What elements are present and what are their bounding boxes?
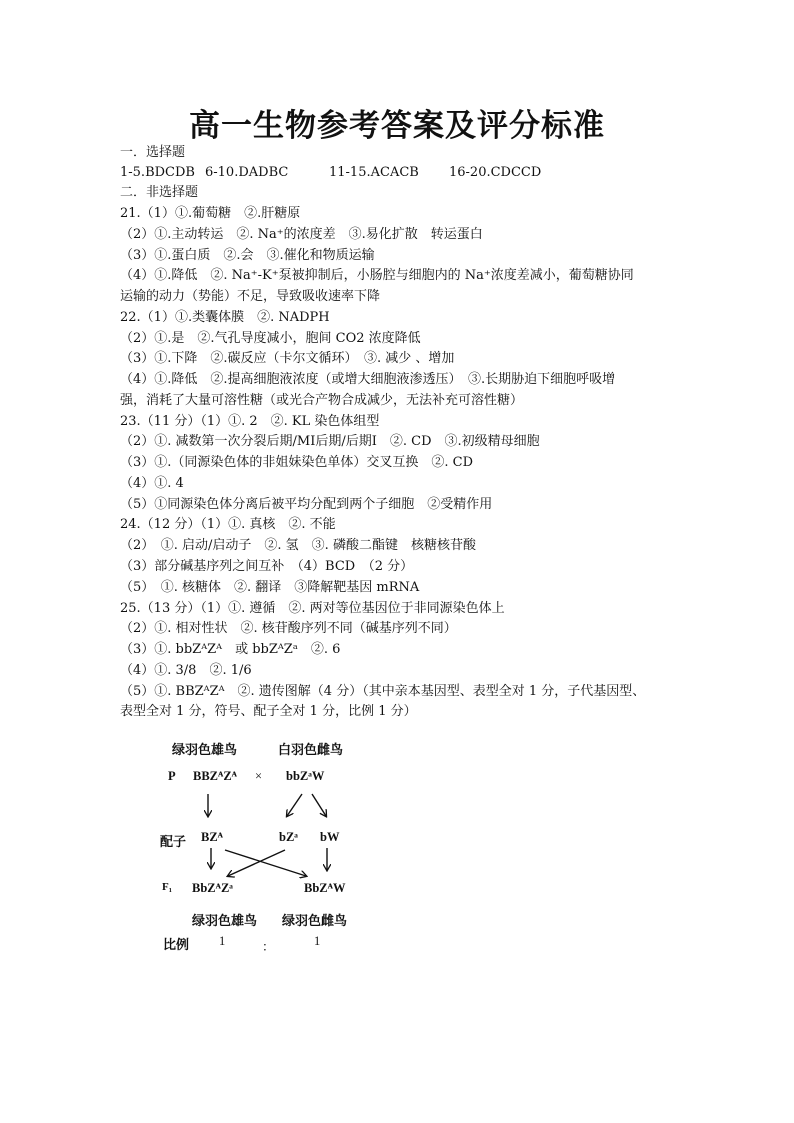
arrow-female-to-gamete-2: [312, 794, 326, 816]
answer-line: 22.（1）①.类囊体膜 ②. NADPH: [120, 310, 330, 325]
answer-group: 1-5.BDCDB: [120, 165, 195, 180]
answer-line: （3）①.蛋白质 ②.会 ③.催化和物质运输: [120, 248, 375, 263]
f1-label: F₁: [162, 881, 173, 893]
answer-line: 24.（12 分）（1）①. 真核 ②. 不能: [120, 517, 336, 532]
arrow-female-to-gamete-1: [287, 794, 302, 816]
answer-line: （2） ①. 启动/启动子 ②. 氢 ③. 磷酸二酯键 核糖核苷酸: [120, 538, 476, 553]
answer-line: （3）部分碱基序列之间互补 （4）BCD （2 分）: [120, 559, 414, 574]
answer-group: 16-20.CDCCD: [449, 165, 542, 180]
answer-group: 6-10.DADBC: [205, 165, 289, 180]
section-heading-nonchoice: 二．非选择题: [120, 185, 199, 200]
p-label: P: [168, 769, 176, 783]
male-parent-genotype: BBZᴬZᴬ: [193, 769, 238, 783]
answer-line: （4）①. 3/8 ②. 1/6: [120, 663, 252, 678]
gamete-female-2: bW: [320, 830, 340, 844]
answer-line: （4）①.降低 ②.提高细胞液浓度（或增大细胞液渗透压） ③.长期胁迫下细胞呼吸增: [120, 372, 616, 387]
answer-line: 强，消耗了大量可溶性糖（或光合产物合成减少，无法补充可溶性糖）: [120, 393, 524, 408]
gamete-male: BZᴬ: [201, 830, 224, 844]
answer-line: （4）①.降低 ②. Na⁺-K⁺泵被抑制后，小肠腔与细胞内的 Na⁺浓度差减小，葡萄糖协同: [120, 268, 634, 283]
answer-line: （2）①.是 ②.气孔导度减小，胞间 CO2 浓度降低: [120, 331, 421, 346]
answer-line: （5）①同源染色体分离后被平均分配到两个子细胞 ②受精作用: [120, 497, 493, 512]
answer-line: 25.（13 分）（1）①. 遵循 ②. 两对等位基因位于非同源染色体上: [120, 601, 505, 616]
answer-line: 23.（11 分）（1）①. 2 ②. KL 染色体组型: [120, 414, 380, 429]
arrow-cross-2: [225, 850, 306, 876]
ratio-label: 比例: [163, 938, 190, 953]
answer-line: 运输的动力（势能）不足，导致吸收速率下降: [120, 289, 381, 304]
answer-line: （2）①. 相对性状 ②. 核苷酸序列不同（碱基序列不同）: [120, 621, 457, 636]
ratio-colon: ：: [262, 940, 275, 954]
arrow-cross-1: [228, 850, 285, 876]
page-title: 高一生物参考答案及评分标准: [189, 108, 605, 144]
answer-line: （4）①. 4: [120, 476, 184, 491]
offspring-2-genotype: BbZᴬW: [304, 881, 346, 895]
choice-answers: [120, 165, 541, 181]
answer-group: 11-15.ACACB: [329, 165, 419, 180]
male-parent-phenotype: 绿羽色雄鸟: [172, 743, 238, 758]
offspring-2-phenotype: 绿羽色雌鸟: [282, 914, 348, 929]
answer-line: （5） ①. 核糖体 ②. 翻译 ③降解靶基因 mRNA: [120, 580, 420, 595]
answer-line: （3）①. bbZᴬZᴬ 或 bbZᴬZᵃ ②. 6: [120, 642, 341, 657]
offspring-1-genotype: BbZᴬZᵃ: [192, 881, 233, 895]
answer-line: （3）①.（同源染色体的非姐妹染色单体）交叉互换 ②. CD: [120, 455, 474, 470]
answer-line: （2）①. 减数第一次分裂后期/MI后期/后期I ②. CD ③.初级精母细胞: [120, 434, 540, 449]
gamete-female-1: bZᵃ: [279, 830, 298, 844]
offspring-1-phenotype: 绿羽色雄鸟: [192, 914, 258, 929]
answer-line: （3）①.下降 ②.碳反应（卡尔文循环） ③. 减少 、增加: [120, 351, 455, 366]
answer-line: （5）①. BBZᴬZᴬ ②. 遗传图解（4 分）（其中亲本基因型、表型全对 1 分，子代基因型、: [120, 684, 646, 699]
female-parent-phenotype: 白羽色雌鸟: [278, 743, 344, 758]
answer-line: 21.（1）①.葡萄糖 ②.肝糖原: [120, 206, 301, 221]
female-parent-genotype: bbZᵃW: [286, 769, 325, 783]
answer-line: （2）①.主动转运 ②. Na⁺的浓度差 ③.易化扩散 转运蛋白: [120, 227, 483, 242]
gamete-label: 配子: [160, 835, 187, 850]
ratio-value-2: 1: [314, 934, 321, 948]
ratio-value-1: 1: [219, 934, 226, 948]
cross-symbol: ×: [255, 769, 263, 783]
answer-line: 表型全对 1 分，符号、配子全对 1 分，比例 1 分）: [120, 704, 417, 719]
section-heading-choice: 一．选择题: [120, 145, 186, 160]
